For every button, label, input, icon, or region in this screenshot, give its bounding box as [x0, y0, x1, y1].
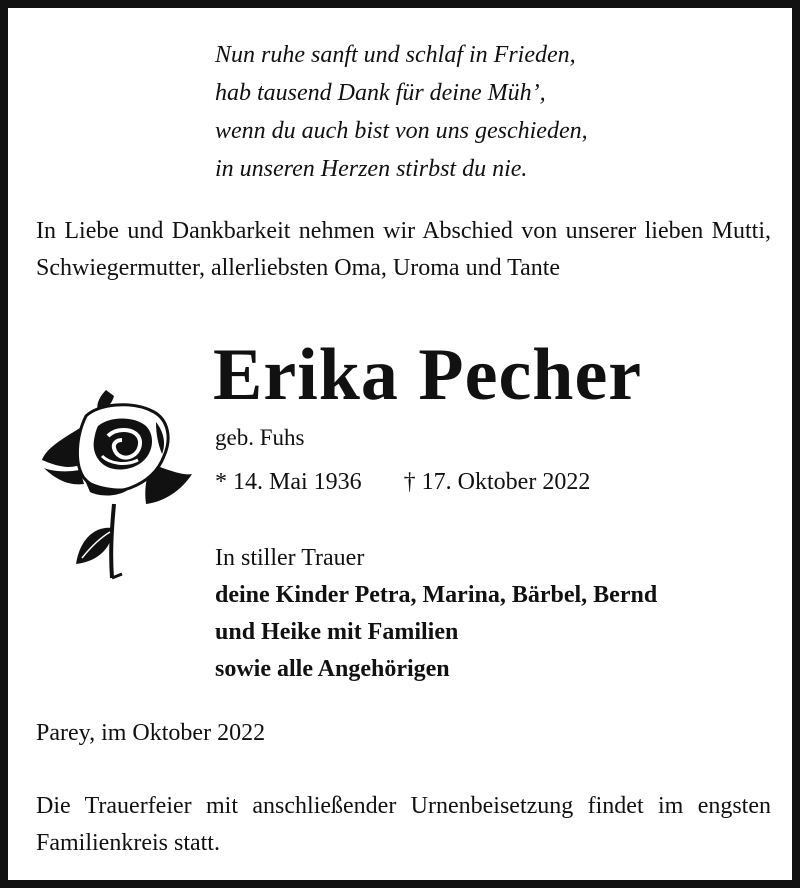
ceremony-notice: Die Trauerfeier mit anschließender Urnenbeisetzung findet im engsten Familienkreis statt. — [36, 793, 771, 856]
farewell-intro: In Liebe und Dankbarkeit nehmen wir Abschied von unserer lieben Mutti, Schwiegermutter, allerliebsten Oma, Uroma und Tante — [36, 218, 771, 281]
place-and-date: Parey, im Oktober 2022 — [36, 720, 266, 746]
mourners-heading: In stiller Trauer — [215, 545, 365, 571]
rose-icon — [36, 386, 196, 586]
mourners-line: sowie alle Angehörigen — [215, 656, 450, 682]
memorial-poem — [215, 36, 775, 188]
poem-line: Nun ruhe sanft und schlaf in Frieden, — [215, 42, 576, 68]
mourners-line: deine Kinder Petra, Marina, Bärbel, Bernd — [215, 582, 658, 608]
birth-name: geb. Fuhs — [215, 425, 305, 450]
birth-date: * 14. Mai 1936 — [215, 469, 362, 495]
death-date: † 17. Oktober 2022 — [403, 469, 591, 495]
mourners-line: und Heike mit Familien — [215, 619, 459, 645]
poem-line: wenn du auch bist von uns geschieden, — [215, 118, 588, 144]
deceased-name: Erika Pecher — [213, 334, 643, 416]
mourners-block — [215, 540, 657, 688]
life-dates — [215, 466, 590, 498]
poem-line: in unseren Herzen stirbst du nie. — [215, 156, 528, 182]
poem-line: hab tausend Dank für deine Müh’, — [215, 80, 546, 106]
